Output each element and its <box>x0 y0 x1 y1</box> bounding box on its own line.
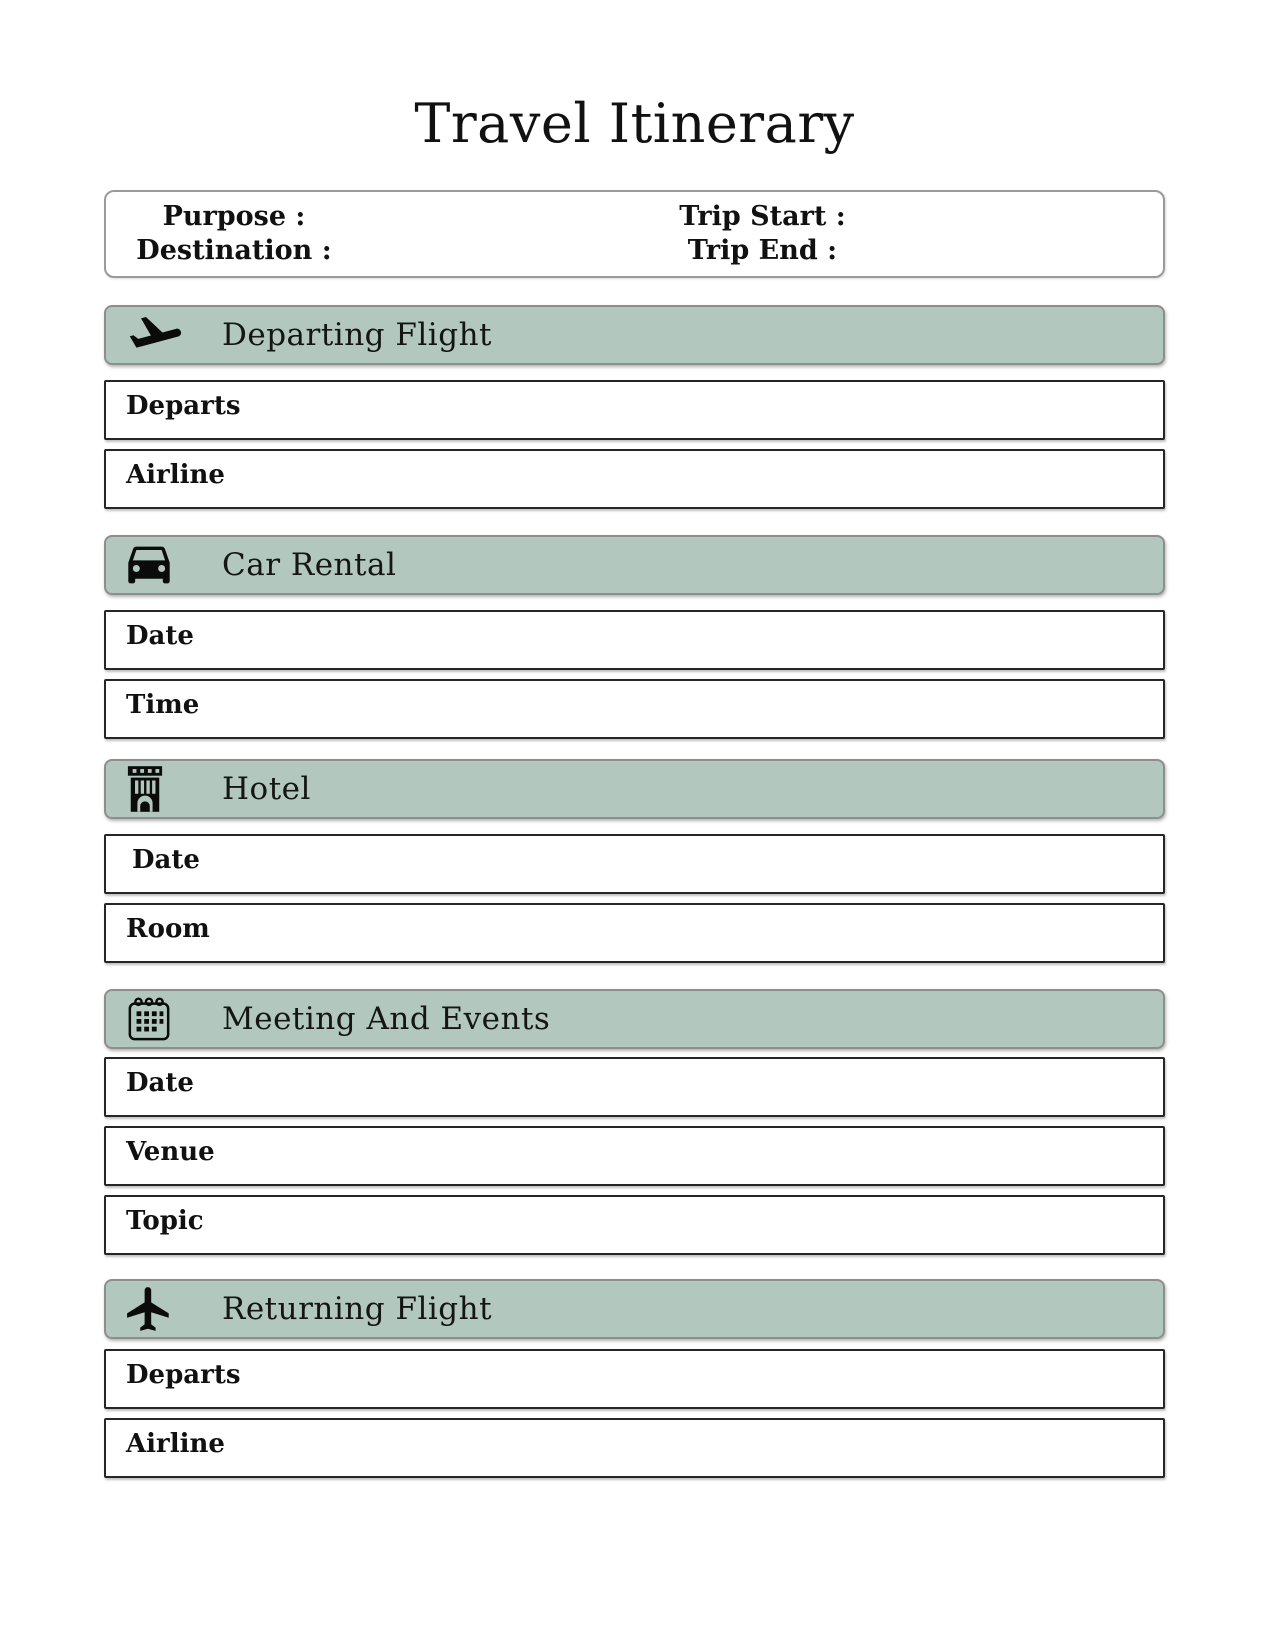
meeting-date-field[interactable] <box>104 1057 1165 1117</box>
hotel-building-icon <box>126 766 198 812</box>
section-title: Car Rental <box>222 547 397 583</box>
section-header-hotel <box>104 759 1165 819</box>
section-meeting-and-events <box>104 989 1165 1255</box>
plane-takeoff-icon <box>126 312 198 358</box>
trip-end-label: Trip End : <box>687 235 838 266</box>
section-car-rental <box>104 535 1165 739</box>
section-hotel <box>104 759 1165 963</box>
plane-icon <box>126 1284 198 1334</box>
trip-start-row[interactable] <box>402 200 1163 234</box>
section-title: Hotel <box>222 771 311 807</box>
section-header-car-rental <box>104 535 1165 595</box>
car-rental-time-field[interactable] <box>104 679 1165 739</box>
content-column <box>104 0 1165 1478</box>
meeting-venue-field[interactable] <box>104 1126 1165 1186</box>
field-label: Time <box>126 690 200 720</box>
calendar-icon <box>126 995 198 1043</box>
purpose-label: Purpose : <box>162 201 306 232</box>
section-title: Returning Flight <box>222 1291 493 1327</box>
field-label: Venue <box>126 1137 215 1167</box>
trip-start-label: Trip Start : <box>679 201 846 232</box>
trip-info-right-column <box>402 200 1163 268</box>
section-header-departing-flight <box>104 305 1165 365</box>
field-label: Date <box>126 1068 194 1098</box>
section-returning-flight <box>104 1279 1165 1478</box>
destination-row[interactable] <box>106 234 402 268</box>
hotel-date-field[interactable] <box>104 834 1165 894</box>
car-rental-date-field[interactable] <box>104 610 1165 670</box>
hotel-room-field[interactable] <box>104 903 1165 963</box>
returning-departs-field[interactable] <box>104 1349 1165 1409</box>
destination-label: Destination : <box>136 235 332 266</box>
field-label: Topic <box>126 1206 204 1236</box>
car-icon <box>126 542 198 588</box>
trip-end-row[interactable] <box>402 234 1163 268</box>
section-header-meeting-and-events <box>104 989 1165 1049</box>
page-title: Travel Itinerary <box>414 92 855 155</box>
field-label: Departs <box>126 1360 241 1390</box>
field-label: Airline <box>126 460 225 490</box>
section-departing-flight <box>104 305 1165 509</box>
trip-info-left-column <box>106 200 402 268</box>
meeting-topic-field[interactable] <box>104 1195 1165 1255</box>
section-title: Meeting And Events <box>222 1001 551 1037</box>
field-label: Departs <box>126 391 241 421</box>
section-title: Departing Flight <box>222 317 492 353</box>
purpose-row[interactable] <box>106 200 402 234</box>
field-label: Airline <box>126 1429 225 1459</box>
field-label: Date <box>132 845 200 875</box>
departing-airline-field[interactable] <box>104 449 1165 509</box>
field-label: Room <box>126 914 210 944</box>
trip-info-box <box>104 190 1165 278</box>
section-header-returning-flight <box>104 1279 1165 1339</box>
field-label: Date <box>126 621 194 651</box>
departing-departs-field[interactable] <box>104 380 1165 440</box>
returning-airline-field[interactable] <box>104 1418 1165 1478</box>
